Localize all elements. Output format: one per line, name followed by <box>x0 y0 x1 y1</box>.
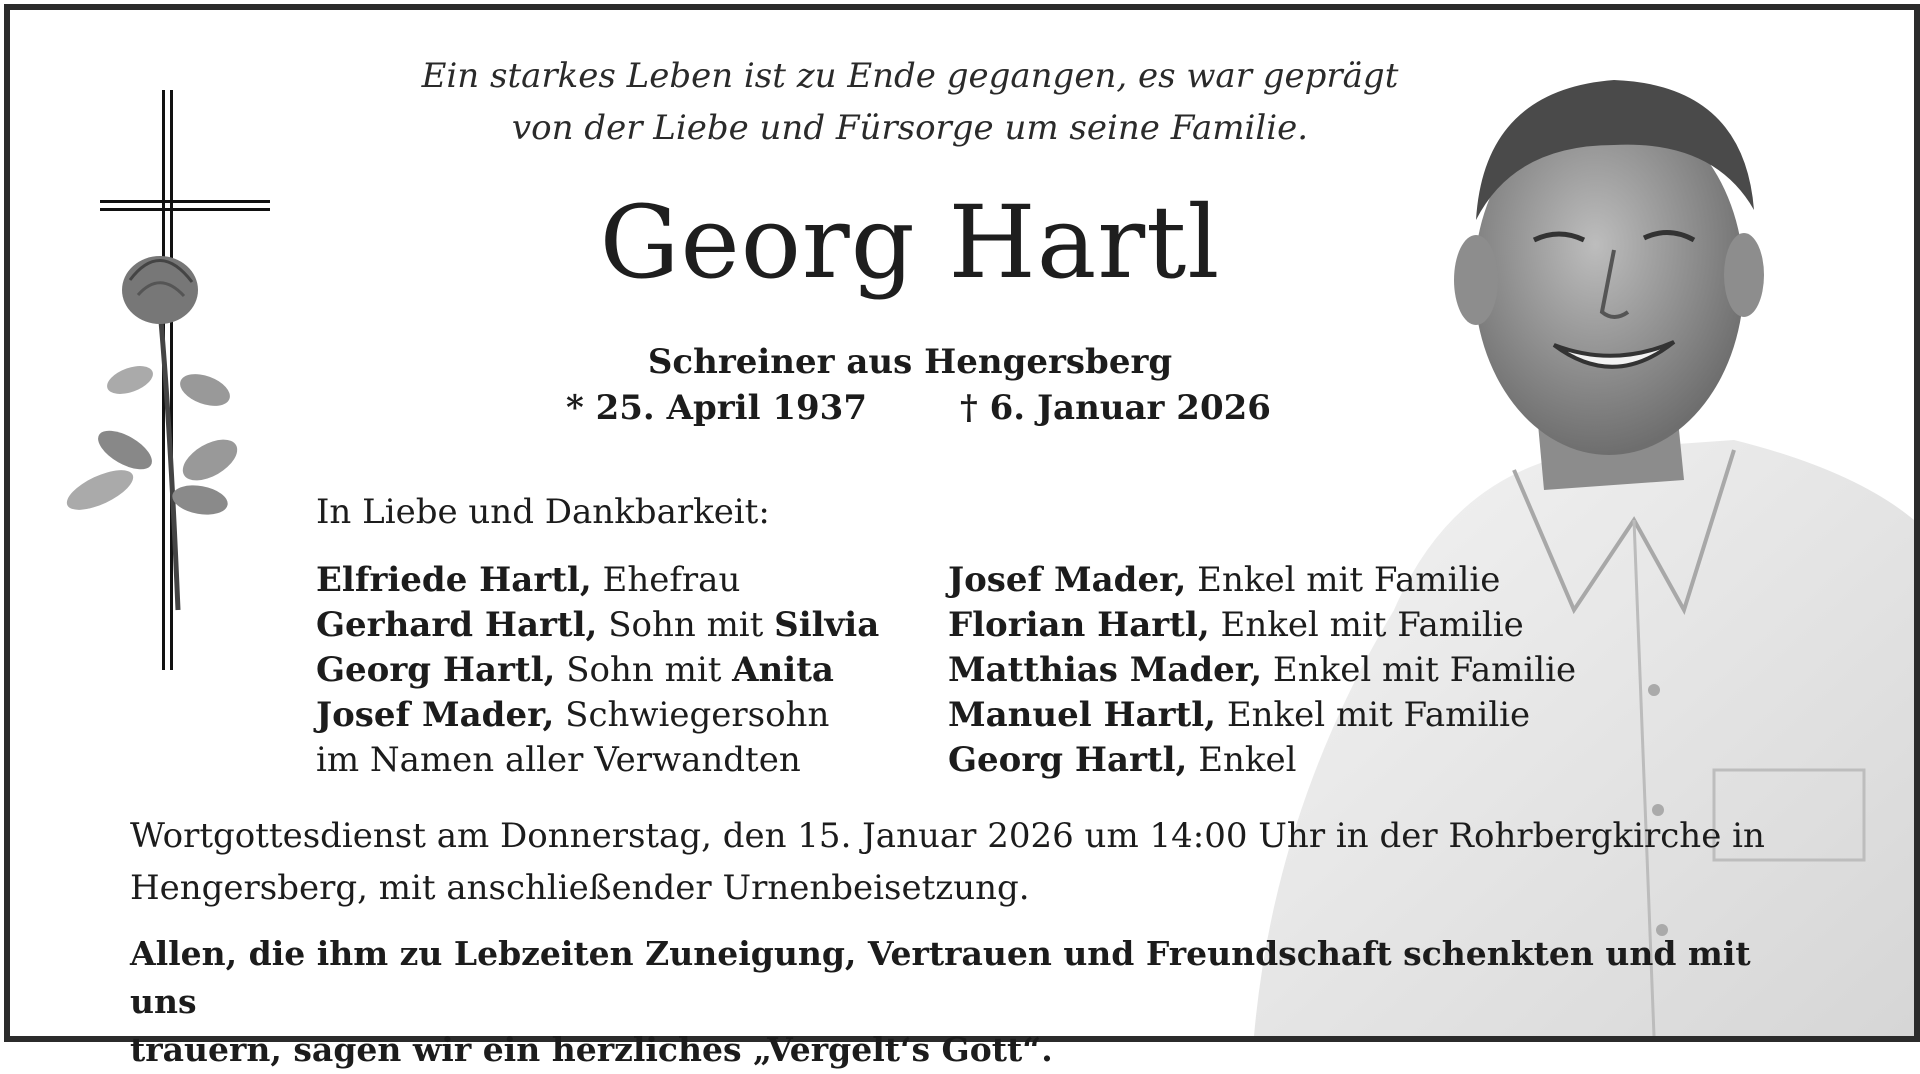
birth-date: * 25. April 1937 <box>566 388 867 428</box>
service-info <box>130 810 1810 914</box>
list-item <box>948 738 1576 783</box>
mourner-name: Josef Mader, <box>316 695 555 735</box>
mourner-name: Manuel Hartl, <box>948 695 1217 735</box>
list-item <box>316 648 879 693</box>
occupation: Schreiner aus Hengersberg <box>647 342 1173 382</box>
mourner-relation: Enkel mit Familie <box>1186 560 1501 600</box>
mourner-relation: Ehefrau <box>591 560 741 600</box>
obituary-notice <box>4 4 1920 1069</box>
mourner-name: Josef Mader, <box>948 560 1187 600</box>
mourner-relation: Sohn mit <box>597 605 775 645</box>
motto-line: Ein starkes Leben ist zu Ende gegangen, es war geprägt <box>421 56 1399 96</box>
mourner-name: Georg Hartl, <box>316 650 556 690</box>
mourner-relation: Sohn mit <box>555 650 733 690</box>
deceased-name: Georg Hartl <box>599 184 1221 301</box>
mourner-name: Gerhard Hartl, <box>316 605 598 645</box>
mourner-name: Elfriede Hartl, <box>316 560 592 600</box>
mourner-relation: im Namen aller Verwandten <box>316 740 801 780</box>
mourners-left <box>316 558 879 783</box>
list-item <box>948 648 1576 693</box>
mourner-relation: Enkel mit Familie <box>1262 650 1577 690</box>
list-item <box>948 693 1576 738</box>
mourner-partner: Silvia <box>774 605 880 645</box>
mourner-partner: Anita <box>732 650 834 690</box>
mourner-name: Matthias Mader, <box>948 650 1263 690</box>
mourner-relation: Enkel mit Familie <box>1216 695 1531 735</box>
thanks-line: Allen, die ihm zu Lebzeiten Zuneigung, Vertrauen und Freundschaft schenkten und mit uns <box>130 934 1751 1021</box>
mourner-relation: Enkel mit Familie <box>1209 605 1524 645</box>
list-item <box>948 603 1576 648</box>
thanks-line: trauern, sagen wir ein herzliches „Vergelt‘s Gott“. <box>130 1030 1053 1069</box>
list-item <box>316 738 879 783</box>
cross-with-rose-icon <box>100 90 320 670</box>
mourner-relation: Schwiegersohn <box>554 695 830 735</box>
mourners-intro: In Liebe und Dankbarkeit: <box>316 492 770 532</box>
service-line: Hengersberg, mit anschließender Urnenbeisetzung. <box>130 868 1030 908</box>
mourner-name: Florian Hartl, <box>948 605 1210 645</box>
thanks-text <box>130 930 1810 1074</box>
list-item <box>948 558 1576 603</box>
motto-line: von der Liebe und Fürsorge um seine Familie. <box>511 108 1309 148</box>
mourner-name: Georg Hartl, <box>948 740 1188 780</box>
motto <box>390 50 1430 154</box>
list-item <box>316 693 879 738</box>
list-item <box>316 558 879 603</box>
list-item <box>316 603 879 648</box>
service-line: Wortgottesdienst am Donnerstag, den 15. Januar 2026 um 14:00 Uhr in der Rohrbergkirche in <box>130 816 1765 856</box>
mourners-right <box>948 558 1576 783</box>
death-date: † 6. Januar 2026 <box>960 388 1271 428</box>
mourner-relation: Enkel <box>1187 740 1297 780</box>
